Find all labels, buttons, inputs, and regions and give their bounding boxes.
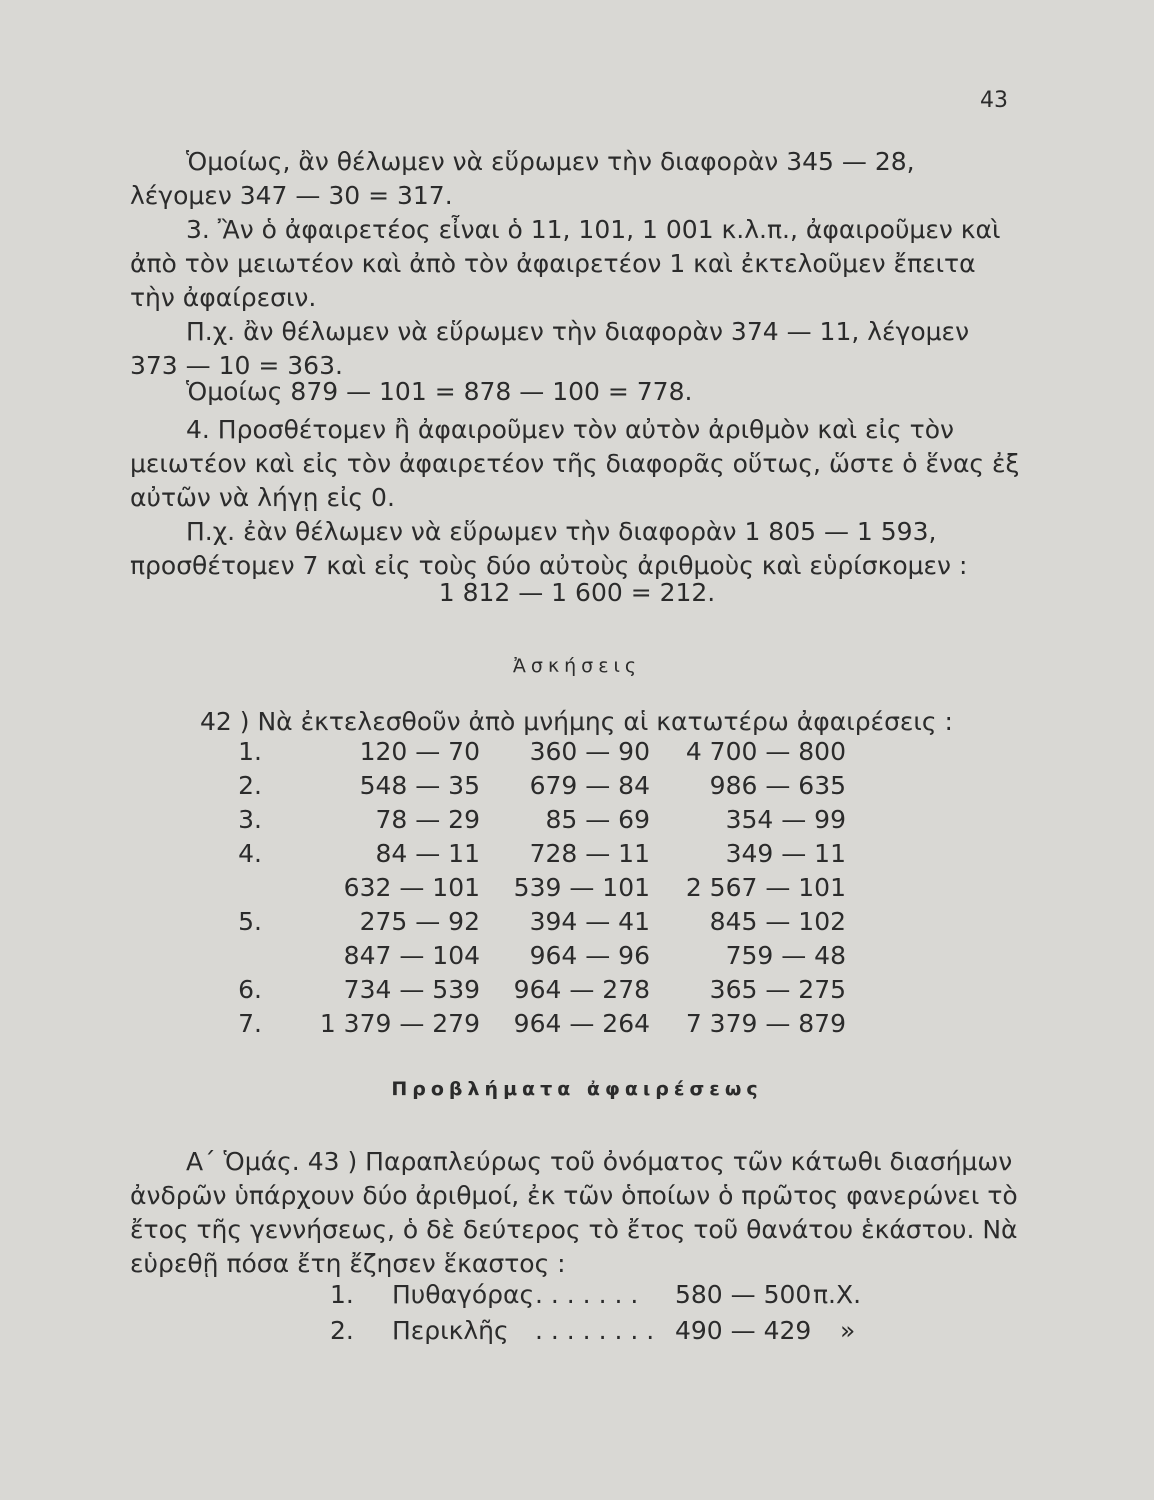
row-number: 1.	[238, 737, 262, 766]
subtraction-cell: 2 567 — 101	[685, 873, 846, 902]
subtraction-cell: 7 379 — 879	[685, 1009, 846, 1038]
list-item	[330, 1277, 890, 1313]
subtraction-cell: 632 — 101	[343, 873, 480, 902]
subtraction-cell: 84 — 11	[375, 839, 480, 868]
exercises-heading: Ἀσκήσεις	[512, 655, 642, 677]
subtraction-cell: 986 — 635	[709, 771, 846, 800]
table-row	[200, 1007, 846, 1041]
subtraction-cell: 847 — 104	[343, 941, 480, 970]
person-name: Περικλῆς	[392, 1316, 509, 1345]
page-number: 43	[980, 88, 1008, 113]
subtraction-cell: 964 — 278	[513, 975, 650, 1004]
subtraction-cell: 548 — 35	[359, 771, 480, 800]
dot-leader: . . . . . . . .	[535, 1316, 655, 1345]
table-row	[200, 769, 846, 803]
subtraction-cell: 845 — 102	[709, 907, 846, 936]
row-number: 2.	[238, 771, 262, 800]
subtraction-cell: 78 — 29	[375, 805, 480, 834]
subtraction-cell: 394 — 41	[529, 907, 650, 936]
exercise-table	[200, 735, 846, 1041]
era: »	[840, 1316, 856, 1345]
subtraction-cell: 360 — 90	[529, 737, 650, 766]
row-number	[200, 939, 262, 973]
paragraph-example-1805: Π.χ. ἐὰν θέλωμεν νὰ εὕρωμεν τὴν διαφορὰν 1 805 — 1 593, προσθέτομεν 7 καὶ εἰς τοὺς δύο αὐτοὺς ἀριθμοὺς καὶ εὑρίσκομεν :	[130, 517, 968, 580]
table-row	[200, 803, 846, 837]
subtraction-cell: 759 — 48	[725, 941, 846, 970]
paragraph-example-374: Π.χ. ἂν θέλωμεν νὰ εὕρωμεν τὴν διαφορὰν 374 — 11, λέγομεν 373 — 10 = 363.	[130, 317, 970, 380]
subtraction-cell: 679 — 84	[529, 771, 650, 800]
subtraction-cell: 85 — 69	[545, 805, 650, 834]
paragraph-rule-4: 4. Προσθέτομεν ἢ ἀφαιροῦμεν τὸν αὐτὸν ἀριθμὸν καὶ εἰς τὸν μειωτέον καὶ εἰς τὸν ἀφαιρετέον τῆς διαφορᾶς οὕτως, ὥστε ὁ ἕνας ἐξ αὐτῶν νὰ λήγῃ εἰς 0.	[130, 415, 1020, 512]
subtraction-cell: 354 — 99	[725, 805, 846, 834]
era: π.Χ.	[813, 1280, 862, 1309]
row-number: 3.	[238, 805, 262, 834]
paragraph-similarly-345: Ὁμοίως, ἂν θέλωμεν νὰ εὕρωμεν τὴν διαφορὰν 345 — 28, λέγομεν 347 — 30 = 317.	[130, 147, 915, 210]
subtraction-cell: 365 — 275	[709, 975, 846, 1004]
subtraction-cell: 4 700 — 800	[685, 737, 846, 766]
row-number: 5.	[238, 907, 262, 936]
years: 580 — 500	[675, 1280, 812, 1309]
table-row	[200, 939, 846, 973]
centered-equation: 1 812 — 1 600 = 212.	[438, 578, 716, 607]
table-row	[200, 973, 846, 1007]
table-row	[200, 871, 846, 905]
item-number: 1.	[330, 1280, 354, 1309]
problems-heading: Προβλήματα ἀφαιρέσεως	[391, 1078, 763, 1100]
problem-43-paragraph: Α΄ Ὁμάς. 43 ) Παραπλεύρως τοῦ ὀνόματος τῶν κάτωθι διασήμων ἀνδρῶν ὑπάρχουν δύο ἀριθμοί, ἐκ τῶν ὁποίων ὁ πρῶτος φανερώνει τὸ ἔτος τῆς γεννήσεως, ὁ δὲ δεύτερος τὸ ἔτος τοῦ θανάτου ἑκάστου. Νὰ εὑρεθῇ πόσα ἔτη ἔζησεν ἕκαστος :	[130, 1147, 1018, 1278]
dot-leader: . . . . . . .	[535, 1280, 639, 1309]
subtraction-cell: 964 — 264	[513, 1009, 650, 1038]
item-number: 2.	[330, 1316, 354, 1345]
subtraction-cell: 120 — 70	[359, 737, 480, 766]
subtraction-cell: 275 — 92	[359, 907, 480, 936]
exercise-intro: 42 ) Νὰ ἐκτελεσθοῦν ἀπὸ μνήμης αἱ κατωτέρω ἀφαιρέσεις :	[200, 707, 953, 736]
years: 490 — 429	[675, 1316, 812, 1345]
subtraction-cell: 349 — 11	[725, 839, 846, 868]
row-number: 4.	[238, 839, 262, 868]
row-number: 6.	[238, 975, 262, 1004]
subtraction-cell: 734 — 539	[343, 975, 480, 1004]
paragraph-similarly-879: Ὁμοίως 879 — 101 = 878 — 100 = 778.	[186, 377, 693, 406]
person-name: Πυθαγόρας	[392, 1280, 535, 1309]
row-number	[200, 871, 262, 905]
subtraction-cell: 728 — 11	[529, 839, 650, 868]
table-row	[200, 735, 846, 769]
paragraph-rule-3: 3. Ἂν ὁ ἀφαιρετέος εἶναι ὁ 11, 101, 1 001 κ.λ.π., ἀφαιροῦμεν καὶ ἀπὸ τὸν μειωτέον καὶ ἀπὸ τὸν ἀφαιρετέον 1 καὶ ἐκτελοῦμεν ἔπειτα τὴν ἀφαίρεσιν.	[130, 215, 1001, 312]
list-item	[330, 1313, 890, 1349]
subtraction-cell: 1 379 — 279	[319, 1009, 480, 1038]
row-number: 7.	[238, 1009, 262, 1038]
subtraction-cell: 964 — 96	[529, 941, 650, 970]
people-list	[330, 1277, 890, 1349]
subtraction-cell: 539 — 101	[513, 873, 650, 902]
table-row	[200, 905, 846, 939]
table-row	[200, 837, 846, 871]
